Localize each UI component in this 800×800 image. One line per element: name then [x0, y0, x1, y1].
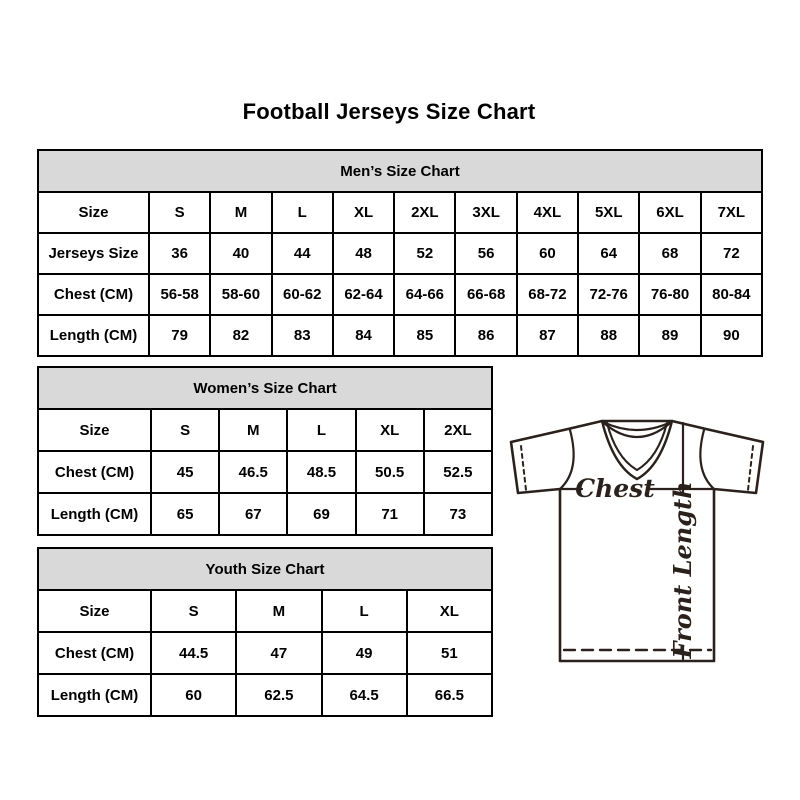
mens-size-chart-table — [37, 149, 763, 357]
row-label-cell: Chest (CM) — [38, 274, 149, 315]
value-cell: 66.5 — [407, 674, 492, 716]
table-row — [38, 451, 492, 493]
value-cell: 62.5 — [236, 674, 321, 716]
table-row — [38, 674, 492, 716]
value-cell: 64 — [578, 233, 639, 274]
value-cell: 45 — [151, 451, 219, 493]
value-cell: 76-80 — [639, 274, 700, 315]
value-cell: 83 — [272, 315, 333, 356]
chest-measure-label: Chest — [575, 474, 655, 503]
value-cell: 50.5 — [356, 451, 424, 493]
left-cuff-dashed-line — [521, 446, 526, 490]
row-label-cell: Chest (CM) — [38, 632, 151, 674]
front-length-measure-label: Front Length — [668, 481, 697, 659]
size-col-header-cell: S — [151, 409, 219, 451]
size-col-header-cell: L — [322, 590, 407, 632]
value-cell: 72 — [701, 233, 762, 274]
value-cell: 51 — [407, 632, 492, 674]
row-label-cell: Size — [38, 590, 151, 632]
value-cell: 68 — [639, 233, 700, 274]
value-cell: 71 — [356, 493, 424, 535]
row-label-cell: Length (CM) — [38, 315, 149, 356]
womens-size-chart-table — [37, 366, 493, 536]
size-col-header-cell: L — [287, 409, 355, 451]
value-cell: 68-72 — [517, 274, 578, 315]
value-cell: 60 — [151, 674, 236, 716]
value-cell: 88 — [578, 315, 639, 356]
size-col-header-cell: S — [151, 590, 236, 632]
youth-table-title: Youth Size Chart — [38, 548, 492, 590]
row-label-cell: Length (CM) — [38, 493, 151, 535]
womens-size-table — [37, 366, 493, 536]
size-col-header-cell: 2XL — [394, 192, 455, 233]
size-col-header-cell: S — [149, 192, 210, 233]
value-cell: 52.5 — [424, 451, 492, 493]
table-row — [38, 192, 762, 233]
value-cell: 62-64 — [333, 274, 394, 315]
jersey-outline — [511, 421, 763, 661]
size-col-header-cell: 2XL — [424, 409, 492, 451]
table-row — [38, 493, 492, 535]
youth-size-table — [37, 547, 493, 717]
size-col-header-cell: XL — [356, 409, 424, 451]
size-col-header-cell: 5XL — [578, 192, 639, 233]
value-cell: 65 — [151, 493, 219, 535]
row-label-cell: Jerseys Size — [38, 233, 149, 274]
value-cell: 89 — [639, 315, 700, 356]
value-cell: 80-84 — [701, 274, 762, 315]
table-row — [38, 590, 492, 632]
value-cell: 60-62 — [272, 274, 333, 315]
mens-table-title: Men’s Size Chart — [38, 150, 762, 192]
value-cell: 86 — [455, 315, 516, 356]
row-label-cell: Size — [38, 409, 151, 451]
value-cell: 56 — [455, 233, 516, 274]
size-col-header-cell: M — [219, 409, 287, 451]
row-label-cell: Chest (CM) — [38, 451, 151, 493]
table-row — [38, 233, 762, 274]
size-col-header-cell: XL — [407, 590, 492, 632]
size-col-header-cell: 6XL — [639, 192, 700, 233]
value-cell: 79 — [149, 315, 210, 356]
value-cell: 82 — [210, 315, 271, 356]
value-cell: 85 — [394, 315, 455, 356]
table-row — [38, 409, 492, 451]
value-cell: 47 — [236, 632, 321, 674]
value-cell: 52 — [394, 233, 455, 274]
value-cell: 69 — [287, 493, 355, 535]
value-cell: 87 — [517, 315, 578, 356]
womens-table-title: Women’s Size Chart — [38, 367, 492, 409]
value-cell: 67 — [219, 493, 287, 535]
value-cell: 90 — [701, 315, 762, 356]
value-cell: 48 — [333, 233, 394, 274]
table-row — [38, 274, 762, 315]
right-armhole-seam — [700, 430, 714, 489]
value-cell: 73 — [424, 493, 492, 535]
size-col-header-cell: M — [236, 590, 321, 632]
value-cell: 84 — [333, 315, 394, 356]
size-col-header-cell: 3XL — [455, 192, 516, 233]
size-col-header-cell: L — [272, 192, 333, 233]
table-row — [38, 632, 492, 674]
size-col-header-cell: M — [210, 192, 271, 233]
value-cell: 58-60 — [210, 274, 271, 315]
table-row — [38, 315, 762, 356]
page-title: Football Jerseys Size Chart — [242, 99, 536, 124]
size-col-header-cell: XL — [333, 192, 394, 233]
value-cell: 48.5 — [287, 451, 355, 493]
value-cell: 64-66 — [394, 274, 455, 315]
value-cell: 49 — [322, 632, 407, 674]
value-cell: 60 — [517, 233, 578, 274]
value-cell: 44.5 — [151, 632, 236, 674]
row-label-cell: Length (CM) — [38, 674, 151, 716]
value-cell: 56-58 — [149, 274, 210, 315]
size-col-header-cell: 4XL — [517, 192, 578, 233]
value-cell: 46.5 — [219, 451, 287, 493]
value-cell: 72-76 — [578, 274, 639, 315]
youth-size-chart-table — [37, 547, 493, 717]
jersey-measurement-diagram — [496, 403, 792, 677]
mens-size-table — [37, 149, 763, 357]
value-cell: 64.5 — [322, 674, 407, 716]
row-label-cell: Size — [38, 192, 149, 233]
value-cell: 44 — [272, 233, 333, 274]
value-cell: 36 — [149, 233, 210, 274]
left-armhole-seam — [560, 430, 574, 489]
size-col-header-cell: 7XL — [701, 192, 762, 233]
value-cell: 40 — [210, 233, 271, 274]
right-cuff-dashed-line — [748, 446, 753, 490]
value-cell: 66-68 — [455, 274, 516, 315]
